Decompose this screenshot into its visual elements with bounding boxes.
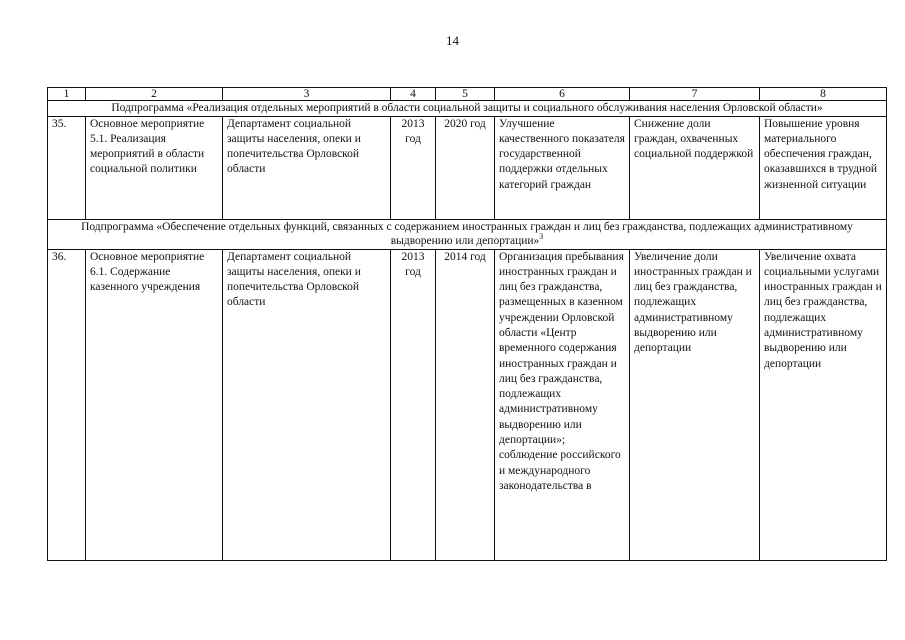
- subprogram-title: Подпрограмма «Реализация отдельных мероприятий в области социальной защиты и социального обслуживания населения Орловской области»: [111, 102, 823, 114]
- executor: Департамент социальной защиты населения, опеки и попечительства Орловской области: [223, 249, 391, 560]
- column-number: 8: [760, 88, 887, 101]
- row-number: 35.: [48, 116, 86, 219]
- column-number: 3: [223, 88, 391, 101]
- executor: Департамент социальной защиты населения, опеки и попечительства Орловской области: [223, 116, 391, 219]
- row-number: 36.: [48, 249, 86, 560]
- end-year: 2014 год: [436, 249, 495, 560]
- measure-name: Основное мероприятие 5.1. Реализация мероприятий в области социальной политики: [86, 116, 223, 219]
- indicator: Повышение уровня материального обеспечения граждан, оказавшихся в трудной жизненной ситуации: [760, 116, 887, 219]
- program-table: [47, 87, 887, 561]
- column-number: 7: [630, 88, 760, 101]
- measure-name: Основное мероприятие 6.1. Содержание казенного учреждения: [86, 249, 223, 560]
- expected-result: Организация пребывания иностранных граждан и лиц без гражданства, размещенных в казенном учреждении Орловской области «Центр временного содержания иностранных граждан и лиц без гражданства, подлежащих административному выдворению или депортации»; соблюдение российского и международного законодательства в: [495, 249, 630, 560]
- end-year: 2020 год: [436, 116, 495, 219]
- footnote-mark: 3: [539, 232, 544, 242]
- subprogram-heading-row: [48, 101, 887, 117]
- column-number: 1: [48, 88, 86, 101]
- subprogram-heading-row: [48, 219, 887, 249]
- start-year: 2013 год: [391, 116, 436, 219]
- table-row: [48, 249, 887, 560]
- consequence: Увеличение доли иностранных граждан и лиц без гражданства, подлежащих административному выдворению или депортации: [630, 249, 760, 560]
- table-row: [48, 116, 887, 219]
- column-number: 5: [436, 88, 495, 101]
- subprogram-heading: [48, 101, 887, 117]
- indicator: Увеличение охвата социальными услугами иностранных граждан и лиц без гражданства, подлежащих административному выдворению или депортации: [760, 249, 887, 560]
- column-number-row: [48, 88, 887, 101]
- column-number: 6: [495, 88, 630, 101]
- subprogram-heading: [48, 219, 887, 249]
- column-number: 2: [86, 88, 223, 101]
- expected-result: Улучшение качественного показателя государственной поддержки отдельных категорий граждан: [495, 116, 630, 219]
- consequence: Снижение доли граждан, охваченных социальной поддержкой: [630, 116, 760, 219]
- column-number: 4: [391, 88, 436, 101]
- start-year: 2013 год: [391, 249, 436, 560]
- page-number: 14: [446, 33, 459, 48]
- subprogram-title: Подпрограмма «Обеспечение отдельных функций, связанных с содержанием иностранных граждан и лиц без гражданства, подлежащих административному выдворению или депортации»: [81, 220, 853, 247]
